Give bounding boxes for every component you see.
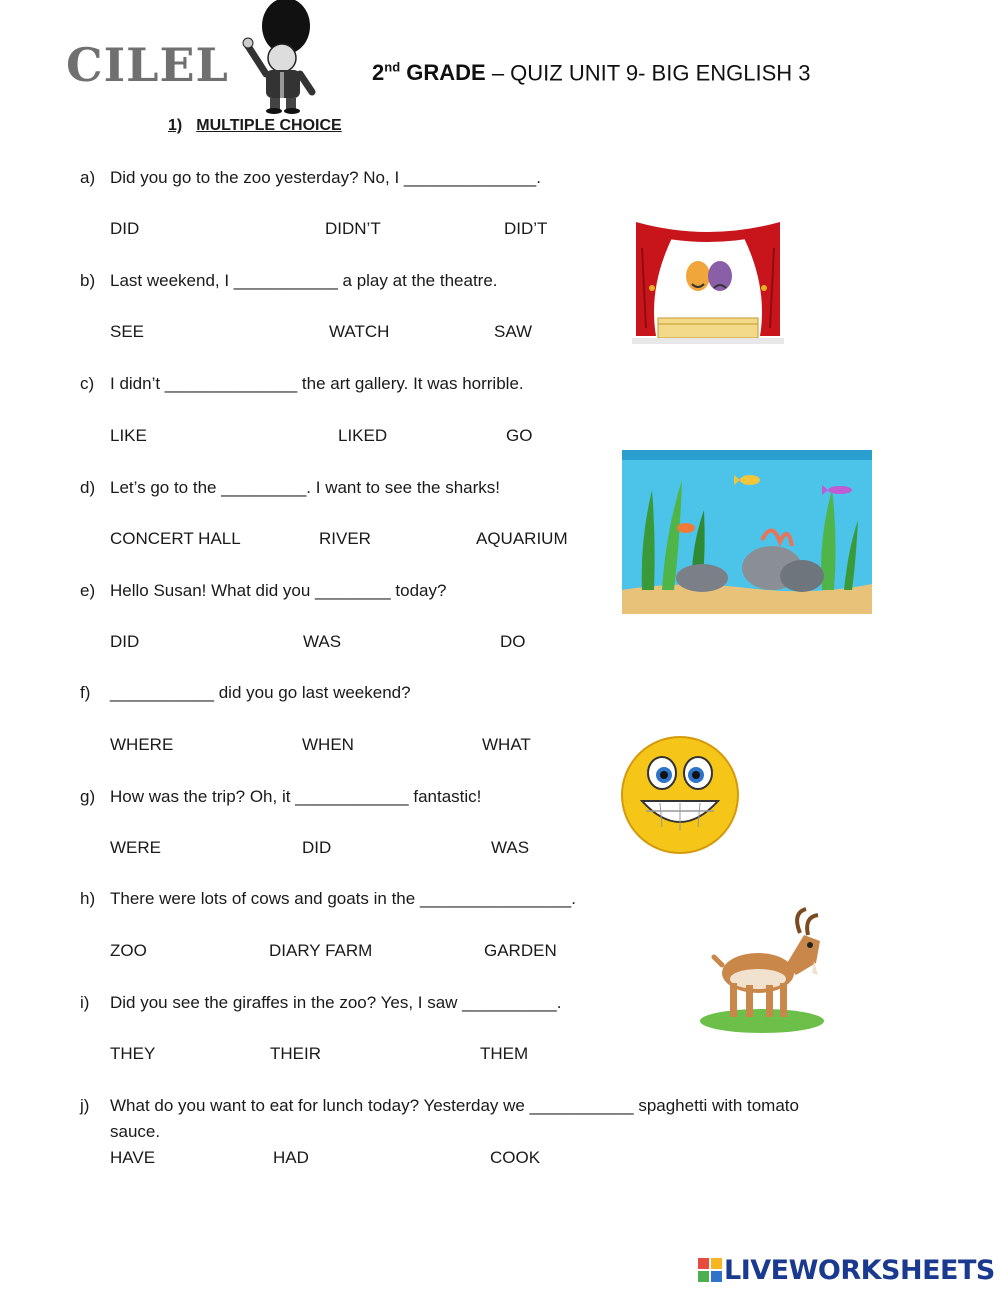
option[interactable]: WHAT xyxy=(482,735,531,754)
question-text-continued: sauce. xyxy=(110,1122,161,1141)
question-text: Did you see the giraffes in the zoo? Yes, I saw __________. xyxy=(110,993,562,1012)
option[interactable]: DO xyxy=(500,632,526,651)
option[interactable]: ZOO xyxy=(110,941,147,960)
question-text: There were lots of cows and goats in the ________________. xyxy=(110,889,576,908)
question-text: How was the trip? Oh, it ____________ fantastic! xyxy=(110,787,482,806)
option[interactable]: WATCH xyxy=(329,322,390,341)
question-text: Let’s go to the _________. I want to see the sharks! xyxy=(110,478,501,497)
option[interactable]: HAD xyxy=(273,1148,309,1167)
option[interactable]: HAVE xyxy=(110,1148,156,1167)
question-letter: d) xyxy=(80,478,96,497)
aquarium-image xyxy=(622,450,872,614)
question-letter: i) xyxy=(80,993,90,1012)
option[interactable]: WERE xyxy=(110,838,161,857)
option[interactable]: DID xyxy=(110,632,140,651)
option[interactable]: WHERE xyxy=(110,735,174,754)
question-letter: e) xyxy=(80,581,96,600)
smiley-face-image xyxy=(620,735,740,855)
option[interactable]: DIARY FARM xyxy=(269,941,373,960)
question-letter: g) xyxy=(80,787,96,806)
question-letter: f) xyxy=(80,683,91,702)
goat-image xyxy=(696,905,836,1035)
option[interactable]: LIKED xyxy=(338,426,388,445)
option[interactable]: THEY xyxy=(110,1044,156,1063)
question-letter: b) xyxy=(80,271,96,290)
guard-mascot-image xyxy=(238,0,328,115)
option[interactable]: DID xyxy=(302,838,332,857)
option[interactable]: SEE xyxy=(110,322,145,341)
liveworksheets-logo-icon xyxy=(698,1258,722,1282)
option[interactable]: AQUARIUM xyxy=(476,529,568,548)
cilel-logo: CILEL xyxy=(66,38,229,92)
theatre-stage-image xyxy=(632,218,784,346)
option[interactable]: LIKE xyxy=(110,426,147,445)
option[interactable]: RIVER xyxy=(319,529,371,548)
option[interactable]: SAW xyxy=(494,322,533,341)
option[interactable]: CONCERT HALL xyxy=(110,529,241,548)
question-text: ___________ did you go last weekend? xyxy=(110,683,411,702)
section-heading: 1) MULTIPLE CHOICE xyxy=(168,117,342,134)
option[interactable]: DID xyxy=(110,219,140,238)
question-letter: c) xyxy=(80,374,95,393)
option[interactable]: WAS xyxy=(303,632,342,651)
option[interactable]: DID’T xyxy=(504,219,548,238)
option[interactable]: DIDN’T xyxy=(325,219,381,238)
question-text: Hello Susan! What did you ________ today? xyxy=(110,581,447,600)
option[interactable]: GO xyxy=(506,426,533,445)
option[interactable]: WAS xyxy=(491,838,530,857)
page-title: 2nd GRADE – QUIZ UNIT 9- BIG ENGLISH 3 xyxy=(372,60,811,86)
question-text: I didn’t ______________ the art gallery. It was horrible. xyxy=(110,374,524,393)
question-letter: h) xyxy=(80,889,96,908)
question-text: What do you want to eat for lunch today? Yesterday we ___________ spaghetti with tomato xyxy=(110,1096,799,1115)
option[interactable]: COOK xyxy=(490,1148,541,1167)
question-text: Did you go to the zoo yesterday? No, I ______________. xyxy=(110,168,541,187)
question-letter: j) xyxy=(80,1096,90,1115)
question-letter: a) xyxy=(80,168,96,187)
option[interactable]: GARDEN xyxy=(484,941,557,960)
question-text: Last weekend, I ___________ a play at the theatre. xyxy=(110,271,498,290)
option[interactable]: WHEN xyxy=(302,735,354,754)
option[interactable]: THEIR xyxy=(270,1044,321,1063)
liveworksheets-brand[interactable]: LIVEWORKSHEETS xyxy=(724,1255,995,1286)
option[interactable]: THEM xyxy=(480,1044,529,1063)
